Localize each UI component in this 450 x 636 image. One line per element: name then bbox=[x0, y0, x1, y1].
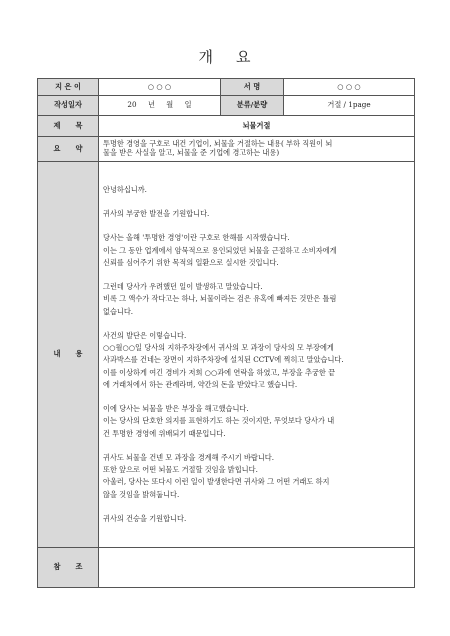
content-line bbox=[103, 196, 410, 208]
content-line: 당사는 올해 '투명한 경영'이란 구호로 한해를 시작했습니다. bbox=[103, 233, 290, 243]
doc-name-value: ○ ○ ○ bbox=[284, 79, 415, 96]
author-value: ○ ○ ○ bbox=[99, 79, 221, 96]
content-line: 또한 앞으로 어떤 뇌물도 거절할 것임을 밝힙니다. bbox=[103, 465, 258, 475]
page-title bbox=[0, 46, 450, 67]
summary-line: 투명한 경영을 구호로 내건 기업이, 뇌물을 거절하는 내용( 부하 직원이 뇌 bbox=[103, 139, 333, 149]
subject-label: 제 목 bbox=[38, 116, 99, 137]
content-line: 사과박스를 건네는 장면이 지하주차장에 설치된 CCTV에 찍히고 말았습니다. bbox=[103, 355, 344, 365]
content-line bbox=[103, 318, 410, 330]
doc-name-label: 서 명 bbox=[221, 79, 284, 96]
title-char-left: 개 bbox=[198, 48, 214, 66]
content-line bbox=[103, 391, 410, 403]
reference-row bbox=[38, 548, 415, 588]
content-line: 이에 당사는 뇌물을 받은 부장을 해고했습니다. bbox=[103, 404, 249, 414]
date-value: 20 년 월 일 bbox=[99, 96, 221, 116]
category-value: 거절 / 1page bbox=[284, 96, 415, 116]
category-label: 분류/분량 bbox=[221, 96, 284, 116]
document-summary-form bbox=[37, 78, 415, 588]
summary-row bbox=[38, 137, 415, 162]
reference-label: 참 조 bbox=[38, 548, 99, 588]
content-line: 사건의 발단은 이렇습니다. bbox=[103, 331, 187, 341]
content-line: 아울러, 당사는 또다시 이런 일이 발생한다면 귀사와 그 어떤 거래도 하지 bbox=[103, 477, 330, 487]
subject-value: 뇌물거절 bbox=[99, 116, 415, 137]
content-line: 신뢰를 심어주기 위한 목적의 일환으로 실시한 것입니다. bbox=[103, 257, 279, 267]
content-line bbox=[103, 501, 410, 513]
content-line: 않을 것임을 밝혀둡니다. bbox=[103, 489, 180, 499]
content-label: 내 용 bbox=[38, 162, 99, 548]
content-body bbox=[99, 162, 415, 548]
content-line bbox=[103, 269, 410, 281]
author-row bbox=[38, 79, 415, 96]
summary-label: 요 약 bbox=[38, 137, 99, 162]
content-line: 에 거래처에서 하는 관례라며, 약간의 돈을 받았다고 했습니다. bbox=[103, 379, 298, 389]
author-label: 지 은 이 bbox=[38, 79, 99, 96]
content-line bbox=[103, 440, 410, 452]
content-line: ○○월○○일 당사의 지하주차장에서 귀사의 모 과장이 당사의 모 부장에게 bbox=[103, 343, 334, 353]
content-line: 귀사도 뇌물을 건넨 모 과장을 경계해 주시기 바랍니다. bbox=[103, 453, 275, 463]
content-line: 이는 당사의 단호한 의지를 표현하기도 하는 것이지만, 무엇보다 당사가 내 bbox=[103, 416, 335, 426]
date-label: 작성일자 bbox=[38, 96, 99, 116]
content-line: 안녕하십니까. bbox=[103, 184, 147, 194]
subject-row bbox=[38, 116, 415, 137]
content-line: 귀사의 건승을 기원합니다. bbox=[103, 514, 187, 524]
title-char-right: 요 bbox=[236, 48, 252, 66]
content-line: 비록 그 액수가 작다고는 하나, 뇌물이라는 검은 유혹에 빠져든 것만은 틀림 bbox=[103, 294, 337, 304]
content-lines bbox=[103, 184, 410, 526]
reference-value bbox=[99, 548, 415, 588]
content-line: 건 투명한 경영에 위배되기 때문입니다. bbox=[103, 428, 226, 438]
content-line: 없습니다. bbox=[103, 306, 134, 316]
content-line: 그런데 당사가 우려했던 일이 발생하고 말았습니다. bbox=[103, 282, 263, 292]
content-line: 이는 그 동안 업계에서 암묵적으로 용인되었던 뇌물을 근절하고 소비자에게 bbox=[103, 245, 337, 255]
content-row bbox=[38, 162, 415, 548]
date-row bbox=[38, 96, 415, 116]
content-line: 이를 이상하게 여긴 경비가 저희 ○○과에 연락을 하였고, 부장을 추궁한 끝 bbox=[103, 367, 336, 377]
content-line bbox=[103, 220, 410, 232]
summary-line: 물을 받은 사실을 알고, 뇌물을 준 기업에 경고하는 내용) bbox=[103, 148, 280, 157]
summary-text bbox=[99, 137, 415, 162]
content-line: 귀사의 부궁한 발전을 기원합니다. bbox=[103, 209, 210, 219]
